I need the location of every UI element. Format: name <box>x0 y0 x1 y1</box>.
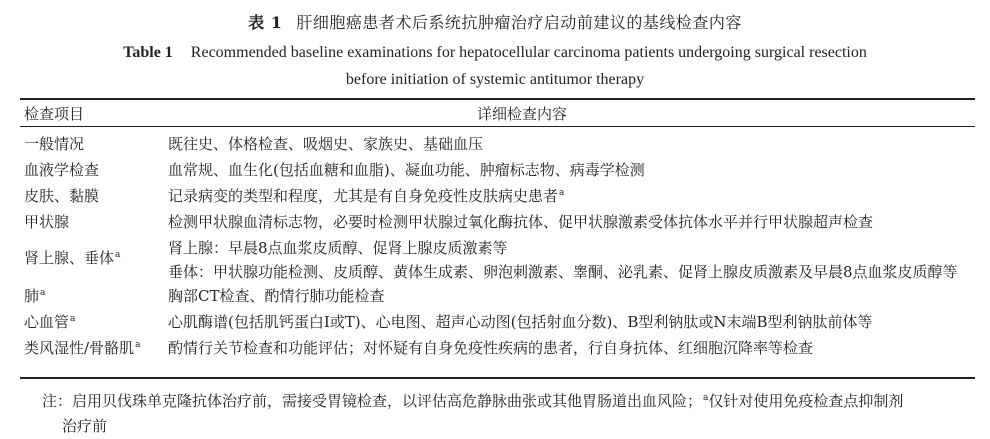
row-detail: 酌情行关节检查和功能评估；对怀疑有自身免疫性疾病的患者，行自身抗体、红细胞沉降率等检查 <box>168 339 814 357</box>
table-body <box>0 129 990 359</box>
table-header <box>0 103 990 125</box>
table-row <box>0 333 990 359</box>
row-item: 甲状腺 <box>24 213 70 231</box>
header-detail: 详细检查内容 <box>477 105 568 123</box>
table-top-rule <box>20 98 975 100</box>
table-footnote: 注：启用贝伐珠单克隆抗体治疗前，需接受胃镜检查，以评估高危静脉曲张或其他胃肠道出血风险；$^a$仅针对使用免疫检查点抑制剂 治疗前 <box>42 386 972 439</box>
row-detail: 检测甲状腺血清标志物，必要时检测甲状腺过氧化酶抗体、促甲状腺激素受体抗体水平并行甲状腺超声检查 <box>168 213 874 231</box>
table-title-en <box>0 44 990 62</box>
row-detail: 胸部CT检查、酌情行肺功能检查 <box>168 287 385 305</box>
footnote-mark: a <box>703 393 709 403</box>
row-detail: 既往史、体格检查、吸烟史、家族史、基础血压 <box>168 135 484 153</box>
footnote-mark: a <box>70 314 76 324</box>
row-detail-line2: 垂体：甲状腺功能检测、皮质醇、黄体生成素、卵泡刺激素、睾酮、泌乳素、促肾上腺皮质激素及早晨8点血浆皮质醇等 <box>168 263 958 281</box>
row-item: 心血管$^a$ <box>24 313 76 331</box>
row-detail-line1: 肾上腺：早晨8点血浆皮质醇、促肾上腺皮质激素等 <box>168 239 508 257</box>
header-item: 检查项目 <box>24 105 85 123</box>
footnote-mark: a <box>135 340 141 350</box>
row-item: 肺$^a$ <box>24 287 46 305</box>
row-detail <box>168 237 958 282</box>
table-row <box>0 129 990 155</box>
row-detail: 心肌酶谱(包括肌钙蛋白I或T)、心电图、超声心动图(包括射血分数)、B型利钠肽或N末端B型利钠肽前体等 <box>168 313 873 331</box>
row-item: 皮肤、黏膜 <box>24 187 100 205</box>
row-item: 肾上腺、垂体$^a$ <box>24 249 121 267</box>
table-row <box>0 181 990 207</box>
table-label-cn: 表 1 <box>248 13 283 32</box>
row-detail: 血常规、血生化(包括血糖和血脂)、凝血功能、肿瘤标志物、病毒学检测 <box>168 161 645 179</box>
row-item: 血液学检查 <box>24 161 100 179</box>
row-item: 一般情况 <box>24 135 85 153</box>
table-row <box>0 207 990 233</box>
table-title-en-text: Recommended baseline examinations for hepatocellular carcinoma patients undergoing surgical resection <box>190 44 867 61</box>
table-row <box>0 233 990 281</box>
table-title-en-line2: before initiation of systemic antitumor therapy <box>345 71 645 88</box>
table-label-en: Table 1 <box>123 44 173 61</box>
footnote-mark: a <box>115 250 121 260</box>
table-title-cn-text: 肝细胞癌患者术后系统抗肿瘤治疗启动前建议的基线检查内容 <box>296 13 742 32</box>
footnote-mark: a <box>40 288 46 298</box>
row-item: 类风湿性/骨骼肌$^a$ <box>24 339 141 357</box>
table-bottom-rule <box>20 377 975 379</box>
table-title-cn <box>0 10 990 33</box>
table-header-rule <box>20 126 975 127</box>
row-detail: 记录病变的类型和程度，尤其是有自身免疫性皮肤病史患者$^a$ <box>168 187 565 205</box>
footnote-mark: a <box>559 188 565 198</box>
table-row <box>0 281 990 307</box>
footnote-line2: 治疗前 <box>62 417 108 435</box>
table-row <box>0 155 990 181</box>
table-row <box>0 307 990 333</box>
